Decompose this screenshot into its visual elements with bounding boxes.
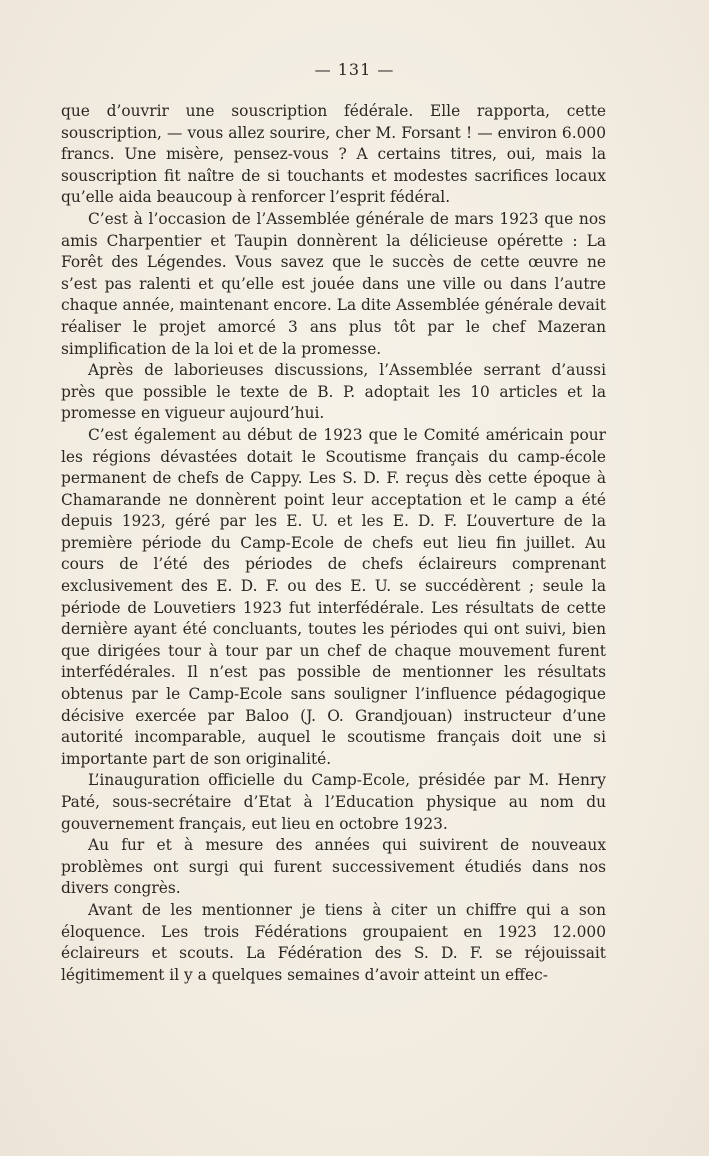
paragraph: Après de laborieuses discussions, l’Assemblée serrant d’aussi près que possible le texte de B. P. adoptait les 10 articles et la promesse en vigueur aujourd’hui. [61,361,606,423]
body-text [61,101,606,986]
paragraph: Au fur et à mesure des années qui suivirent de nouveaux problèmes ont surgi qui furent successivement étudiés dans nos divers congrès. [61,836,606,898]
paragraph: C’est à l’occasion de l’Assemblée générale de mars 1923 que nos amis Charpentier et Taupin donnèrent la délicieuse opérette : La Forêt des Légendes. Vous savez que le succès de cette œuvre ne s’est pas ralenti et qu’elle est jouée dans une ville ou dans l’autre chaque année, maintenant encore. La dite Assemblée générale devait réaliser le projet amorcé 3 ans plus tôt par le chef Mazeran simplification de la loi et de la promesse. [61,209,606,358]
page-number: — 131 — [314,60,395,79]
paragraph: L’inauguration officielle du Camp-Ecole, présidée par M. Henry Paté, sous-secrétaire d’Etat à l’Education physique au nom du gouvernement français, eut lieu en octobre 1923. [61,771,606,833]
paragraph: que d’ouvrir une souscription fédérale. Elle rapporta, cette souscription, — vous allez sourire, cher M. Forsant ! — environ 6.000 francs. Une misère, pensez-vous ? A certains titres, oui, mais la souscription fit naître de si touchants et modestes sacrifices locaux qu’elle aida beaucoup à renforcer l’esprit fédéral. [61,102,606,207]
paragraph: C’est également au début de 1923 que le Comité américain pour les régions dévastées dotait le Scoutisme français du camp-école permanent de chefs de Cappy. Les S. D. F. reçus dès cette époque à Chamarande ne donnèrent point leur acceptation et le camp a été depuis 1923, géré par les E. U. et les E. D. F. L’ouverture de la première période du Camp-Ecole de chefs eut lieu fin juillet. Au cours de l’été des périodes de chefs éclaireurs comprenant exclusivement des E. D. F. ou des E. U. se succédèrent ; seule la période de Louvetiers 1923 fut interfédérale. Les résultats de cette dernière ayant été concluants, toutes les périodes qui ont suivi, bien que dirigées tour à tour par un chef de chaque mouvement furent interfédérales. Il n’est pas possible de mentionner les résultats obtenus par le Camp-Ecole sans souligner l’influence pédagogique décisive exercée par Baloo (J. O. Grandjouan) instructeur d’une autorité incomparable, auquel le scoutisme français doit une si importante part de son originalité. [61,425,606,768]
paragraph: Avant de les mentionner je tiens à citer un chiffre qui a son éloquence. Les trois Fédérations groupaient en 1923 12.000 éclaireurs et scouts. La Fédération des S. D. F. se réjouissait légitimement il y a quelques semaines d’avoir atteint un effec- [61,900,606,984]
